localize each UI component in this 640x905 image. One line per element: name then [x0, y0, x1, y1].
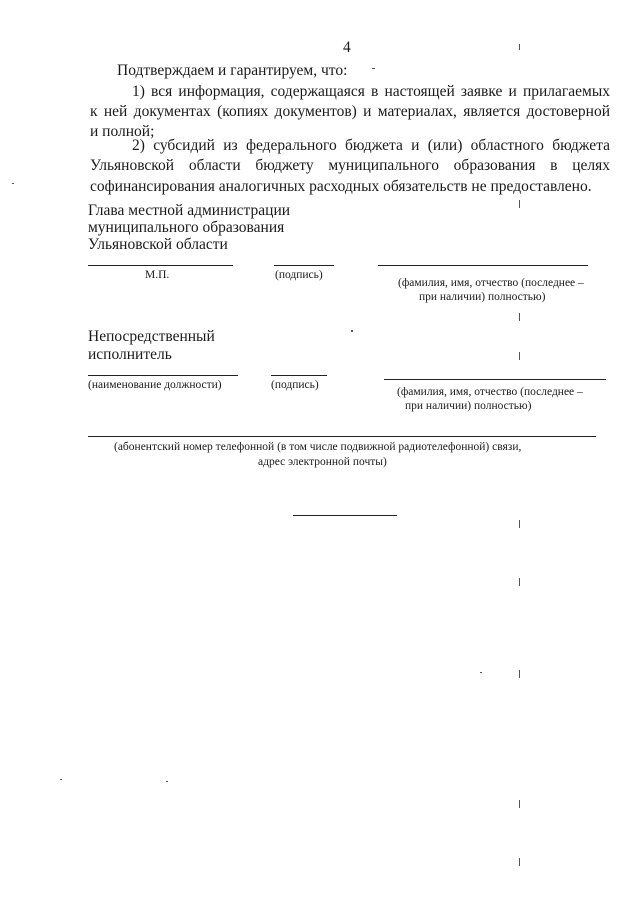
scan-speck — [519, 578, 520, 586]
scan-speck — [166, 781, 168, 782]
head-signature-line — [274, 265, 334, 266]
scan-speck — [519, 520, 520, 528]
head-title-line1: Глава местной администрации — [88, 202, 291, 219]
closing-rule — [293, 515, 397, 516]
scan-speck — [519, 858, 520, 866]
contact-line — [88, 436, 596, 437]
page-number: 4 — [343, 39, 351, 56]
item1-line1: 1) вся информация, содержащаяся в настоящей заявке и прилагаемых — [132, 83, 610, 100]
executor-name-line — [384, 379, 606, 380]
executor-position-line — [88, 375, 238, 376]
head-name-caption-line1: (фамилия, имя, отчество (последнее – — [398, 277, 584, 289]
executor-signature-caption: (подпись) — [271, 379, 319, 391]
scan-speck — [12, 183, 14, 184]
scan-speck — [519, 800, 520, 808]
intro-text: Подтверждаем и гарантируем, что: — [117, 62, 348, 79]
head-name-line — [378, 265, 588, 266]
scan-speck — [372, 68, 375, 69]
scan-speck — [480, 672, 482, 673]
head-signature-caption: (подпись) — [275, 269, 323, 281]
head-title-line2: муниципального образования — [88, 219, 285, 236]
scan-speck — [519, 200, 520, 208]
contact-caption-line1: (абонентский номер телефонной (в том числе подвижной радиотелефонной) связи, — [114, 441, 522, 453]
head-name-caption-line2: при наличии) полностью) — [419, 291, 546, 303]
executor-name-caption-line2: при наличии) полностью) — [405, 400, 532, 412]
item2-line1: 2) субсидий из федерального бюджета и (или) областного бюджета — [132, 137, 610, 154]
executor-signature-line — [271, 375, 327, 376]
scan-speck — [60, 779, 62, 780]
head-title-line3: Ульяновской области — [88, 236, 228, 253]
scan-speck — [519, 670, 520, 678]
head-stamp-line — [88, 265, 233, 266]
executor-position-caption: (наименование должности) — [88, 379, 222, 391]
item1-line3: и полной; — [90, 123, 155, 140]
executor-name-caption-line1: (фамилия, имя, отчество (последнее – — [397, 386, 583, 398]
scan-speck — [519, 352, 520, 360]
scan-speck — [351, 330, 353, 332]
item2-line3: софинансирования аналогичных расходных обязательств не предоставлено. — [90, 178, 592, 195]
item2-line2: Ульяновской области бюджету муниципального образования в целях — [90, 157, 610, 174]
item1-line2: к ней документах (копиях документов) и материалах, является достоверной — [90, 103, 610, 120]
executor-title-line1: Непосредственный — [88, 328, 215, 345]
scan-speck — [519, 313, 520, 321]
contact-caption-line2: адрес электронной почты) — [258, 456, 387, 468]
head-stamp-caption: М.П. — [145, 269, 170, 281]
scan-speck — [519, 44, 520, 50]
executor-title-line2: исполнитель — [88, 346, 172, 363]
